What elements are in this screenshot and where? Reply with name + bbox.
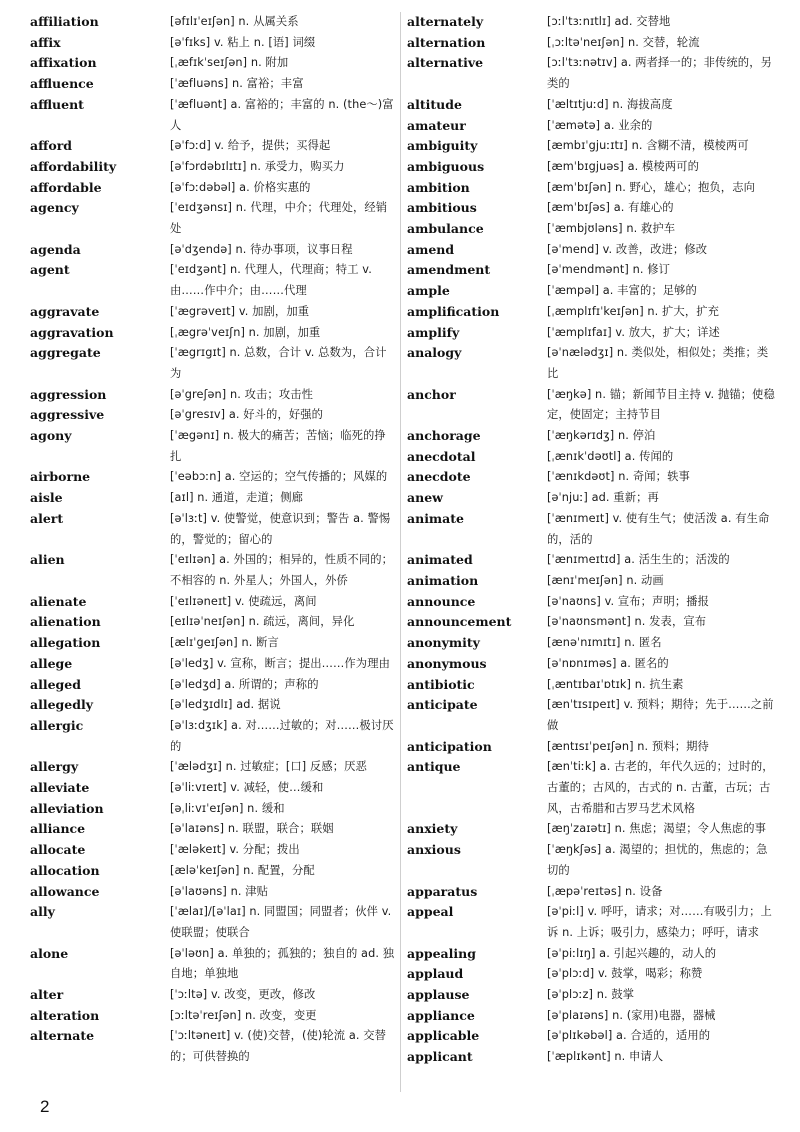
definition: [ænˈtiːk] a. 古老的，年代久远的；过时的，古董的；古风的，古式的 n. 古董，古玩；古风，古希腊和古罗马艺术风格	[547, 760, 774, 815]
definition: [ˌænɪkˈdəʊtl] a. 传闻的	[547, 449, 674, 463]
headword: alternative	[407, 55, 484, 71]
headword: applause	[407, 987, 470, 1003]
definition: [əfɪlɪˈeɪʃən] n. 从属关系	[170, 15, 299, 28]
headword: agency	[30, 200, 79, 216]
headword: alienation	[30, 614, 101, 630]
definition: [əˈmend] v. 改善，改进；修改	[547, 242, 708, 256]
headword: appealing	[407, 945, 476, 961]
headword: anonymous	[407, 655, 487, 671]
headword: anecdotal	[407, 448, 476, 464]
definition: [ˈæŋkə] n. 锚；新闻节目主持 v. 抛锚；使稳定，使固定；主持节目	[547, 387, 775, 422]
dictionary-entry	[30, 840, 395, 861]
definition: [əˌliːvɪˈeɪʃən] n. 缓和	[170, 801, 285, 815]
dictionary-entry	[30, 157, 395, 178]
headword: analogy	[407, 345, 462, 361]
headword: airborne	[30, 469, 91, 485]
definition: [ˌæpəˈreɪtəs] n. 设备	[547, 884, 663, 898]
headword: ambulance	[407, 221, 484, 237]
definition: [əˈnjuː] ad. 重新；再	[547, 491, 659, 505]
headword: alternation	[407, 34, 486, 50]
definition: [əˈnaʊns] v. 宣布；声明；播报	[547, 594, 710, 608]
headword: aggravate	[30, 303, 100, 319]
definition: [ˈæmplɪfaɪ] v. 放大，扩大；详述	[547, 325, 720, 339]
headword: alter	[30, 987, 64, 1003]
headword: appliance	[407, 1007, 475, 1023]
dictionary-entry	[407, 198, 775, 219]
headword: agenda	[30, 241, 81, 257]
headword: animation	[407, 572, 479, 588]
definition: [ˈæmətə] a. 业余的	[547, 118, 653, 132]
dictionary-entry	[30, 675, 395, 696]
definition: [æŋˈzaɪətɪ] n. 焦虑；渴望；令人焦虑的事	[547, 822, 766, 836]
definition: [əˈledʒ] v. 宣称，断言；提出……作为理由	[170, 656, 390, 670]
definition: [ˈæŋkərɪdʒ] n. 停泊	[547, 429, 656, 443]
dictionary-entry	[407, 737, 775, 758]
definition: [eɪlɪəˈneɪʃən] n. 疏远，离间，异化	[170, 615, 355, 629]
definition: [əˈplaɪəns] n. (家用)电器，器械	[547, 1008, 716, 1022]
dictionary-entry	[407, 944, 775, 965]
definition: [ˌæfɪkˈseɪʃən] n. 附加	[170, 56, 289, 70]
definition: [ˈægrɪgɪt] n. 总数，合计 v. 总数为，合计为	[170, 346, 387, 380]
headword: amateur	[407, 117, 466, 133]
headword: ambiguity	[407, 138, 478, 154]
definition: [əˈlɜːt] v. 使警觉，使意识到；警告 a. 警惕的，警觉的；留心的	[170, 511, 391, 546]
headword: ambiguous	[407, 158, 485, 174]
dictionary-entry	[30, 198, 395, 239]
dictionary-entry	[407, 592, 775, 613]
headword: altitude	[407, 96, 462, 112]
headword: alternate	[30, 1028, 95, 1044]
definition: [ˌægrəˈveɪʃn] n. 加剧，加重	[170, 325, 321, 339]
definition: [əˈfɔːdəbəl] a. 价格实惠的	[170, 180, 311, 194]
definition: [əˈplɔːz] n. 鼓掌	[547, 988, 635, 1002]
dictionary-entry	[407, 1047, 775, 1068]
dictionary-entry	[30, 654, 395, 675]
definition: [əˈpiːlɪŋ] a. 引起兴趣的，动人的	[547, 946, 717, 960]
headword: amplify	[407, 324, 460, 340]
dictionary-entry	[30, 716, 395, 757]
dictionary-entry	[30, 882, 395, 903]
dictionary-entry	[30, 1006, 395, 1027]
headword: alteration	[30, 1007, 100, 1023]
dictionary-entry	[407, 985, 775, 1006]
dictionary-entry	[407, 467, 775, 488]
headword: affordability	[30, 158, 117, 174]
dictionary-entry	[30, 343, 395, 384]
definition: [əˈfɔːd] v. 给予，提供；买得起	[170, 139, 331, 153]
dictionary-entry	[30, 33, 395, 54]
definition: [əˈnaʊnsmənt] n. 发表，宣布	[547, 615, 707, 629]
definition: [əˈlɜːdʒɪk] a. 对……过敏的；对……极讨厌的	[170, 718, 394, 753]
dictionary-entry	[407, 571, 775, 592]
definition: [ˈægənɪ] n. 极大的痛苦；苦恼；临死的挣扎	[170, 429, 386, 463]
definition: [ˈeɪlɪəneɪt] v. 使疏远，离间	[170, 594, 317, 608]
headword: anxiety	[407, 821, 458, 837]
dictionary-entry	[30, 633, 395, 654]
definition: [əˈplɔːd] v. 鼓掌，喝彩；称赞	[547, 967, 703, 981]
dictionary-entry	[407, 757, 775, 819]
dictionary-entry	[30, 260, 395, 301]
dictionary-entry	[407, 1026, 775, 1047]
headword: anchor	[407, 386, 456, 402]
headword: allowance	[30, 883, 100, 899]
definition: [æntɪsɪˈpeɪʃən] n. 预料；期待	[547, 739, 709, 753]
dictionary-entry	[30, 778, 395, 799]
dictionary-entry	[30, 385, 395, 406]
dictionary-entry	[407, 260, 775, 281]
headword: ambitious	[407, 200, 477, 216]
definition: [əˈnælədʒɪ] n. 类似处，相似处；类推；类比	[547, 346, 769, 380]
definition: [əˈledʒɪdlɪ] ad. 据说	[170, 698, 281, 712]
column-divider	[400, 12, 401, 1092]
dictionary-entry	[407, 33, 775, 54]
headword: agent	[30, 262, 70, 278]
definition: [ɔːlˈtɜːnɪtlɪ] ad. 交替地	[547, 15, 671, 28]
headword: appeal	[407, 904, 454, 920]
definition: [əˈlaʊəns] n. 津贴	[170, 884, 269, 898]
definition: [ˈeɪlɪən] a. 外国的；相异的，性质不同的；不相容的 n. 外星人；外国人，外侨	[170, 553, 394, 587]
dictionary-entry	[30, 302, 395, 323]
headword: anticipate	[407, 697, 478, 713]
headword: alleged	[30, 676, 81, 692]
headword: applicable	[407, 1028, 480, 1044]
headword: agony	[30, 428, 72, 444]
dictionary-entry	[407, 281, 775, 302]
headword: announce	[407, 593, 476, 609]
dictionary-entry	[30, 323, 395, 344]
definition: [əˈledʒd] a. 所谓的；声称的	[170, 677, 319, 691]
definition: [əˈpiːl] v. 呼吁，请求；对……有吸引力；上诉 n. 上诉；吸引力，感染力；呼吁，请求	[547, 905, 772, 939]
headword: anchorage	[407, 428, 481, 444]
definition: [ænɪˈmeɪʃən] n. 动画	[547, 573, 664, 587]
headword: animate	[407, 510, 464, 526]
dictionary-entry	[30, 902, 395, 943]
definition: [əˈmendmənt] n. 修订	[547, 263, 671, 277]
headword: amendment	[407, 262, 491, 278]
headword: amend	[407, 241, 455, 257]
headword: ambition	[407, 179, 470, 195]
definition: [ænˈtɪsɪpeɪt] v. 预料；期待；先于……之前做	[547, 698, 774, 732]
dictionary-entry	[407, 323, 775, 344]
definition: [ˈænɪmeɪtɪd] a. 活生生的；活泼的	[547, 553, 730, 567]
dictionary-entry	[407, 426, 775, 447]
definition: [ˈælədʒɪ] n. 过敏症；[口] 反感；厌恶	[170, 760, 367, 774]
definition: [æləˈkeɪʃən] n. 配置，分配	[170, 863, 315, 877]
dictionary-entry	[30, 799, 395, 820]
headword: anecdote	[407, 469, 471, 485]
dictionary-entry	[407, 116, 775, 137]
headword: allocation	[30, 862, 100, 878]
headword: anonymity	[407, 635, 480, 651]
dictionary-entry	[407, 385, 775, 426]
headword: affluent	[30, 96, 84, 112]
headword: allegedly	[30, 697, 93, 713]
definition: [æmˈbɪʃəs] a. 有雄心的	[547, 201, 674, 215]
headword: alert	[30, 510, 64, 526]
dictionary-entry	[30, 136, 395, 157]
definition: [ˈæfluənt] a. 富裕的；丰富的 n. (the～)富人	[170, 97, 394, 132]
dictionary-entry	[407, 178, 775, 199]
dictionary-entry	[407, 819, 775, 840]
headword: ample	[407, 283, 450, 299]
dictionary-entry	[30, 1026, 395, 1067]
headword: anticipation	[407, 738, 492, 754]
definition: [aɪl] n. 通道，走道；侧廊	[170, 491, 304, 505]
dictionary-entry	[30, 592, 395, 613]
dictionary-entry	[30, 240, 395, 261]
definition: [əˈliːvɪeɪt] v. 减轻，使…缓和	[170, 781, 324, 795]
definition: [ˌɔːltəˈneɪʃən] n. 交替，轮流	[547, 35, 700, 49]
headword: animated	[407, 552, 473, 568]
headword: applicant	[407, 1049, 473, 1065]
headword: alien	[30, 552, 65, 568]
definition: [ˌæntɪbaɪˈɒtɪk] n. 抗生素	[547, 677, 684, 691]
headword: alternately	[407, 14, 484, 29]
definition: [əˈnɒnɪməs] a. 匿名的	[547, 656, 669, 670]
headword: anxious	[407, 842, 461, 858]
headword: anew	[407, 490, 443, 506]
headword: aggressive	[30, 407, 105, 423]
dictionary-entry	[407, 902, 775, 943]
definition: [ˈɔːltəneɪt] v. (使)交替，(使)轮流 a. 交替的；可供替换的	[170, 1029, 387, 1064]
headword: ally	[30, 904, 55, 920]
headword: alleviate	[30, 780, 90, 796]
headword: afford	[30, 138, 73, 154]
dictionary-entry	[407, 219, 775, 240]
dictionary-entry	[30, 757, 395, 778]
definition: [ˈæmbjʊləns] n. 救护车	[547, 222, 676, 236]
dictionary-entry	[407, 53, 775, 94]
headword: affix	[30, 34, 61, 50]
definition: [ˈæŋkʃəs] a. 渴望的；担忧的，焦虑的；急切的	[547, 843, 768, 877]
definition: [əˈfɪks] v. 粘上 n. [语] 词缀	[170, 35, 316, 49]
definition: [æmˈbɪʃən] n. 野心，雄心；抱负，志向	[547, 180, 755, 194]
definition: [əˈgreʃən] n. 攻击；攻击性	[170, 387, 314, 401]
dictionary-entry	[407, 95, 775, 116]
dictionary-entry	[30, 944, 395, 985]
headword: affiliation	[30, 14, 99, 29]
headword: announcement	[407, 614, 512, 630]
left-column	[30, 12, 395, 1068]
definition: [ælɪˈgeɪʃən] n. 断言	[170, 636, 279, 650]
dictionary-entry	[30, 985, 395, 1006]
headword: alliance	[30, 821, 86, 837]
definition: [ænəˈnɪmɪtɪ] n. 匿名	[547, 636, 662, 650]
dictionary-entry	[30, 467, 395, 488]
headword: alone	[30, 945, 69, 961]
dictionary-entry	[407, 447, 775, 468]
definition: [ˈeəbɔːn] a. 空运的；空气传播的；风媒的	[170, 470, 388, 484]
dictionary-entry	[407, 302, 775, 323]
headword: allege	[30, 655, 73, 671]
definition: [ˈæmpəl] a. 丰富的；足够的	[547, 284, 697, 298]
dictionary-entry	[407, 240, 775, 261]
dictionary-entry	[407, 1006, 775, 1027]
dictionary-entry	[30, 426, 395, 467]
headword: amplification	[407, 303, 500, 319]
dictionary-entry	[30, 178, 395, 199]
definition: [æmˈbɪgjuəs] a. 模棱两可的	[547, 159, 699, 173]
dictionary-entry	[30, 74, 395, 95]
dictionary-entry	[30, 819, 395, 840]
definition: [ˈælaɪ]/[əˈlaɪ] n. 同盟国；同盟者；伙伴 v. 使联盟；使联合	[170, 905, 392, 939]
definition: [əˈlaɪəns] n. 联盟，联合；联姻	[170, 822, 334, 836]
definition: [ˈæfluəns] n. 富裕；丰富	[170, 77, 304, 91]
dictionary-entry	[407, 695, 775, 736]
dictionary-entry	[407, 840, 775, 881]
headword: antibiotic	[407, 676, 475, 692]
definition: [ɔːltəˈreɪʃən] n. 改变，变更	[170, 1008, 317, 1022]
dictionary-entry	[407, 488, 775, 509]
headword: affordable	[30, 179, 102, 195]
dictionary-entry	[407, 964, 775, 985]
headword: affluence	[30, 76, 94, 92]
headword: alleviation	[30, 800, 104, 816]
headword: allegation	[30, 635, 101, 651]
definition: [ˈeɪdʒənt] n. 代理人，代理商；特工 v. 由……作中介；由……代理	[170, 263, 372, 298]
dictionary-entry	[30, 509, 395, 550]
dictionary-entry	[30, 53, 395, 74]
headword: allocate	[30, 842, 86, 858]
dictionary-entry	[407, 882, 775, 903]
headword: aisle	[30, 490, 63, 506]
right-column	[407, 12, 775, 1068]
definition: [əˈləʊn] a. 单独的；孤独的；独自的 ad. 独自地；单独地	[170, 946, 395, 981]
definition: [ˈæltɪtjuːd] n. 海拔高度	[547, 97, 673, 111]
dictionary-entry	[407, 12, 775, 33]
dictionary-entry	[407, 509, 775, 550]
headword: alienate	[30, 593, 87, 609]
headword: aggregate	[30, 345, 101, 361]
definition: [ˈænɪmeɪt] v. 使有生气；使活泼 a. 有生命的，活的	[547, 511, 770, 546]
headword: allergy	[30, 759, 79, 775]
dictionary-entry	[30, 488, 395, 509]
dictionary-entry	[30, 695, 395, 716]
headword: antique	[407, 759, 461, 775]
headword: aggression	[30, 386, 107, 402]
definition: [əˈfɔrdəbɪlɪtɪ] n. 承受力，购买力	[170, 159, 345, 173]
definition: [ɔːlˈtɜːnətɪv] a. 两者择一的；非传统的，另类的	[547, 56, 772, 91]
dictionary-entry	[407, 550, 775, 571]
dictionary-entry	[30, 612, 395, 633]
dictionary-entry	[30, 861, 395, 882]
definition: [ˈæləkeɪt] v. 分配；拨出	[170, 843, 300, 857]
headword: allergic	[30, 717, 84, 733]
headword: affixation	[30, 55, 97, 71]
definition: [əˈplɪkəbəl] a. 合适的，适用的	[547, 1029, 711, 1043]
headword: aggravation	[30, 324, 114, 340]
definition: [ˈæplɪkənt] n. 申请人	[547, 1050, 664, 1064]
definition: [əˈdʒendə] n. 待办事项，议事日程	[170, 242, 353, 256]
definition: [ˈɔːltə] v. 改变，更改，修改	[170, 988, 316, 1002]
dictionary-entry	[407, 675, 775, 696]
headword: apparatus	[407, 883, 478, 899]
definition: [əˈgresɪv] a. 好斗的，好强的	[170, 408, 324, 422]
page-number: 2	[40, 1097, 50, 1116]
dictionary-entry	[407, 157, 775, 178]
dictionary-entry	[407, 612, 775, 633]
definition: [ˈægrəveɪt] v. 加剧，加重	[170, 304, 310, 318]
dictionary-entry	[407, 136, 775, 157]
dictionary-entry	[30, 95, 395, 136]
definition: [ˌæmplɪfɪˈkeɪʃən] n. 扩大，扩充	[547, 304, 720, 318]
dictionary-entry	[30, 550, 395, 591]
definition: [ˈeɪdʒənsɪ] n. 代理，中介；代理处，经销处	[170, 201, 388, 236]
dictionary-entry	[407, 633, 775, 654]
definition: [æmbɪˈgjuːɪtɪ] n. 含糊不清，模棱两可	[547, 139, 749, 153]
dictionary-entry	[407, 343, 775, 384]
dictionary-entry	[30, 12, 395, 33]
dictionary-entry	[407, 654, 775, 675]
definition: [ˈænɪkdəʊt] n. 奇闻；轶事	[547, 470, 690, 484]
dictionary-entry	[30, 405, 395, 426]
headword: applaud	[407, 966, 464, 982]
